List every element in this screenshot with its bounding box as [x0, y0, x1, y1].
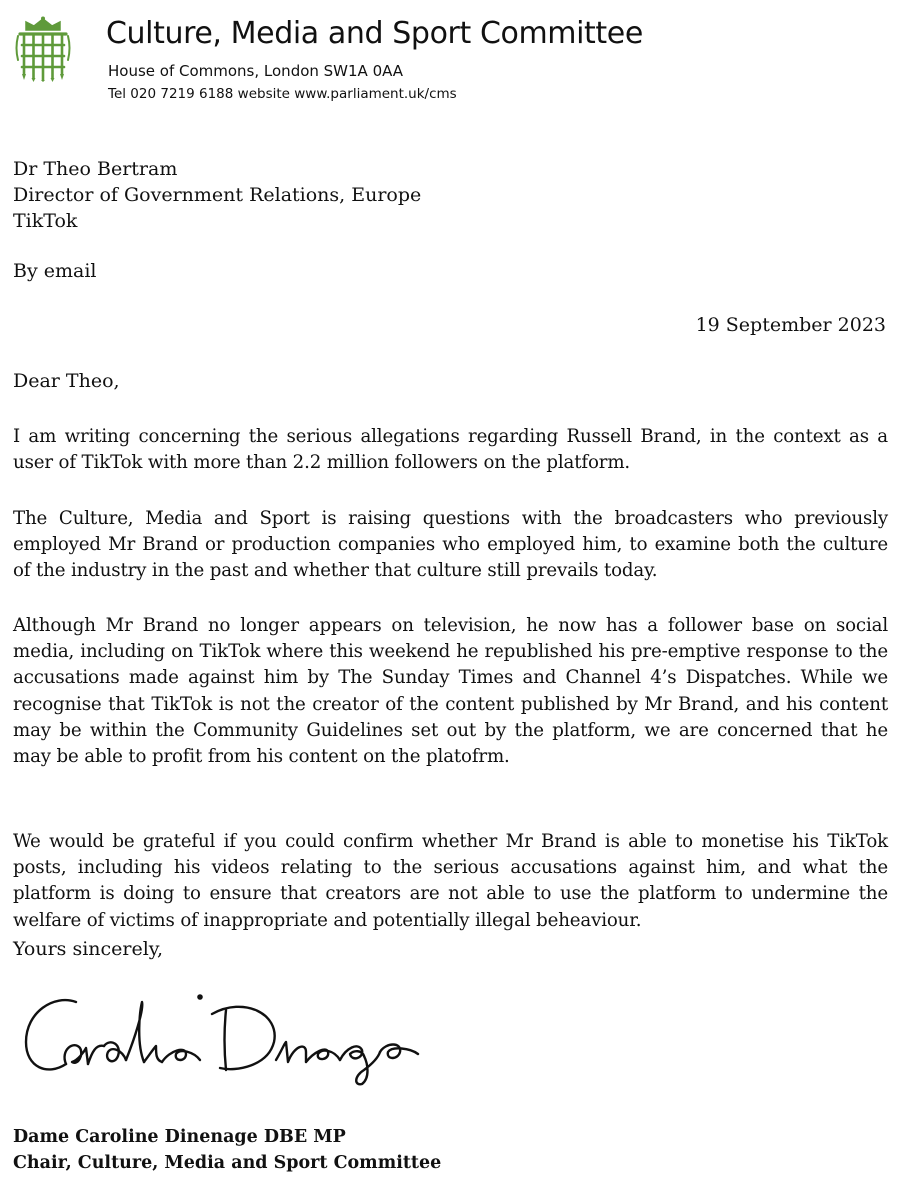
recipient-block [13, 156, 421, 234]
committee-address: House of Commons, London SW1A 0AA [108, 62, 404, 80]
signer-name: Dame Caroline Dinenage DBE MP [13, 1127, 346, 1147]
salutation: Dear Theo, [13, 370, 120, 392]
closing: Yours sincerely, [13, 938, 164, 960]
body-paragraph-1: I am writing concerning the serious allegations regarding Russell Brand, in the context as a user of TikTok with more than 2.2 million followers on the platform. [13, 426, 888, 474]
body-paragraph-2: The Culture, Media and Sport is raising questions with the broadcasters who previously employed Mr Brand or production companies who employed him, to examine both the culture of the industry in the past and whether that culture still prevails today. [13, 508, 888, 582]
delivery-method: By email [13, 260, 97, 282]
body-paragraph-4: We would be grateful if you could confirm whether Mr Brand is able to monetise his TikTok posts, including his videos relating to the serious accusations against him, and what the platform is doing to ensure that creators are not able to use the platform to undermine the welfare of victims of inappropriate and potentially illegal beheaviour. [13, 831, 888, 931]
letter-date: 19 September 2023 [695, 314, 886, 336]
handwritten-signature [14, 990, 434, 1090]
recipient-name: Dr Theo Bertram [13, 158, 178, 180]
committee-name: Culture, Media and Sport Committee [106, 16, 643, 51]
recipient-organisation: TikTok [13, 210, 78, 232]
signer-role: Chair, Culture, Media and Sport Committee [13, 1153, 442, 1173]
signer-block [13, 1124, 441, 1176]
body-paragraph-3: Although Mr Brand no longer appears on television, he now has a follower base on social media, including on TikTok where this weekend he republished his pre-emptive response to the accusations made against him by The Sunday Times and Channel 4’s Dispatches. While we recognise that TikTok is not the creator of the content published by Mr Brand, and his content may be within the Community Guidelines set out by the platform, we are concerned that he may be able to profit from his content on the platofrm. [13, 615, 888, 768]
letterhead [12, 14, 892, 114]
recipient-title: Director of Government Relations, Europe [13, 184, 422, 206]
committee-contact: Tel 020 7219 6188 website www.parliament.uk/cms [108, 86, 457, 102]
portcullis-icon [12, 16, 74, 82]
